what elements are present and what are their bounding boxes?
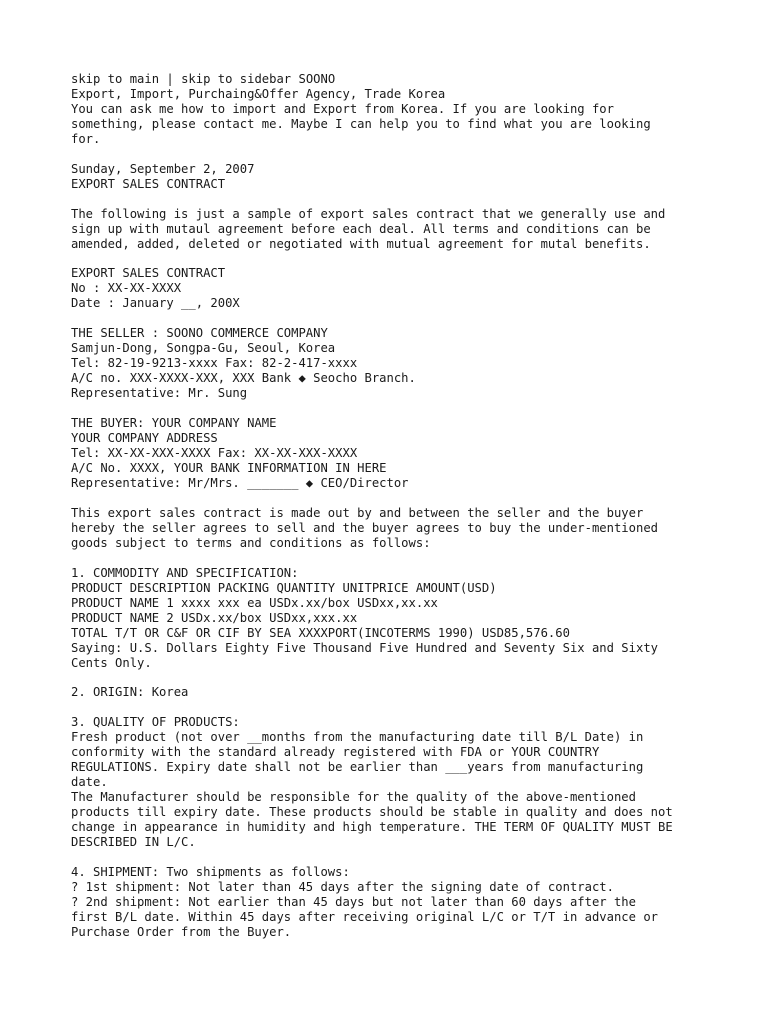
shipment-line: 4. SHIPMENT: Two shipments as follows: [71,864,350,879]
shipment-line: ? 1st shipment: Not later than 45 days after the signing date of contract. [71,879,614,894]
contract-number: No : XX-XX-XXXX [71,281,182,296]
shipment-line: ? 2nd shipment: Not earlier than 45 days but not later than 60 days after the [71,894,636,909]
quality-line: date. [71,775,108,790]
site-name-link[interactable]: SOONO [291,72,336,86]
skip-separator: | [159,72,182,86]
post-intro-line: The following is just a sample of export sales contract that we generally use and [71,206,666,221]
post-date: Sunday, September 2, 2007 [71,161,255,176]
buyer-line: Tel: XX-XX-XXX-XXXX Fax: XX-XX-XXX-XXXX [71,445,358,460]
spacer [71,700,711,715]
agreement-line: This export sales contract is made out by and between the seller and the buyer [71,505,644,520]
seller-line: THE SELLER : SOONO COMMERCE COMPANY [71,326,328,341]
agreement-line: goods subject to terms and conditions as follows: [71,535,431,550]
spacer [71,850,711,865]
buyer-line: A/C No. XXXX, YOUR BANK INFORMATION IN HERE [71,460,387,475]
quality-line: products till expiry date. These products should be stable in quality and does not [71,805,673,820]
spacer [71,671,711,686]
agreement-line: hereby the seller agrees to sell and the buyer agrees to buy the under-mentioned [71,520,658,535]
shipment-line: Purchase Order from the Buyer. [71,924,292,939]
seller-line: A/C no. XXX-XXXX-XXX, XXX Bank ◆ Seocho Branch. [71,371,416,386]
document-body [71,72,711,940]
commodity-line: TOTAL T/T OR C&F OR CIF BY SEA XXXXPORT(INCOTERMS 1990) USD85,576.60 [71,625,570,640]
contract-heading: EXPORT SALES CONTRACT [71,266,226,281]
origin-line: 2. ORIGIN: Korea [71,685,189,700]
quality-line: REGULATIONS. Expiry date shall not be earlier than ___years from manufacturing [71,760,644,775]
skip-to-main-link[interactable]: skip to main [71,72,160,86]
buyer-line: THE BUYER: YOUR COMPANY NAME [71,415,277,430]
spacer [71,147,711,162]
quality-line: change in appearance in humidity and high temperature. THE TERM OF QUALITY MUST BE [71,820,673,835]
seller-line: Tel: 82-19-9213-xxxx Fax: 82-2-417-xxxx [71,356,358,371]
site-tagline: Export, Import, Purchaing&Offer Agency, Trade Korea [71,87,446,101]
quality-line: Fresh product (not over __months from the manufacturing date till B/L Date) in [71,730,644,745]
spacer [71,311,711,326]
commodity-line: Cents Only. [71,655,152,670]
commodity-line: PRODUCT NAME 1 xxxx xxx ea USDx.xx/box USDxx,xx.xx [71,595,438,610]
spacer [71,192,711,207]
shipment-line: first B/L date. Within 45 days after receiving original L/C or T/T in advance or [71,909,658,924]
quality-line: 3. QUALITY OF PRODUCTS: [71,715,240,730]
commodity-line: PRODUCT NAME 2 USDx.xx/box USDxx,xxx.xx [71,610,358,625]
site-intro-line: You can ask me how to import and Export from Korea. If you are looking for [71,102,614,116]
spacer [71,491,711,506]
spacer [71,551,711,566]
contract-date: Date : January __, 200X [71,296,240,311]
site-intro-line: something, please contact me. Maybe I can help you to find what you are looking [71,117,651,131]
buyer-line: YOUR COMPANY ADDRESS [71,430,218,445]
spacer [71,401,711,416]
skip-links-row [71,72,711,87]
quality-line: conformity with the standard already registered with FDA or YOUR COUNTRY [71,745,600,760]
post-title[interactable]: EXPORT SALES CONTRACT [71,176,226,191]
post-intro-line: amended, added, deleted or negotiated with mutual agreement for mutal benefits. [71,236,651,251]
buyer-line: Representative: Mr/Mrs. _______ ◆ CEO/Director [71,475,409,490]
post-intro-line: sign up with mutaul agreement before each deal. All terms and conditions can be [71,221,651,236]
seller-line: Representative: Mr. Sung [71,386,248,401]
commodity-line: PRODUCT DESCRIPTION PACKING QUANTITY UNITPRICE AMOUNT(USD) [71,580,497,595]
skip-to-sidebar-link[interactable]: skip to sidebar [181,72,292,86]
commodity-line: 1. COMMODITY AND SPECIFICATION: [71,565,299,580]
quality-line: DESCRIBED IN L/C. [71,835,196,850]
quality-line: The Manufacturer should be responsible for the quality of the above-mentioned [71,790,636,805]
seller-line: Samjun-Dong, Songpa-Gu, Seoul, Korea [71,341,336,356]
commodity-line: Saying: U.S. Dollars Eighty Five Thousand Five Hundred and Seventy Six and Sixty [71,640,658,655]
site-intro-line: for. [71,132,101,146]
spacer [71,252,711,267]
